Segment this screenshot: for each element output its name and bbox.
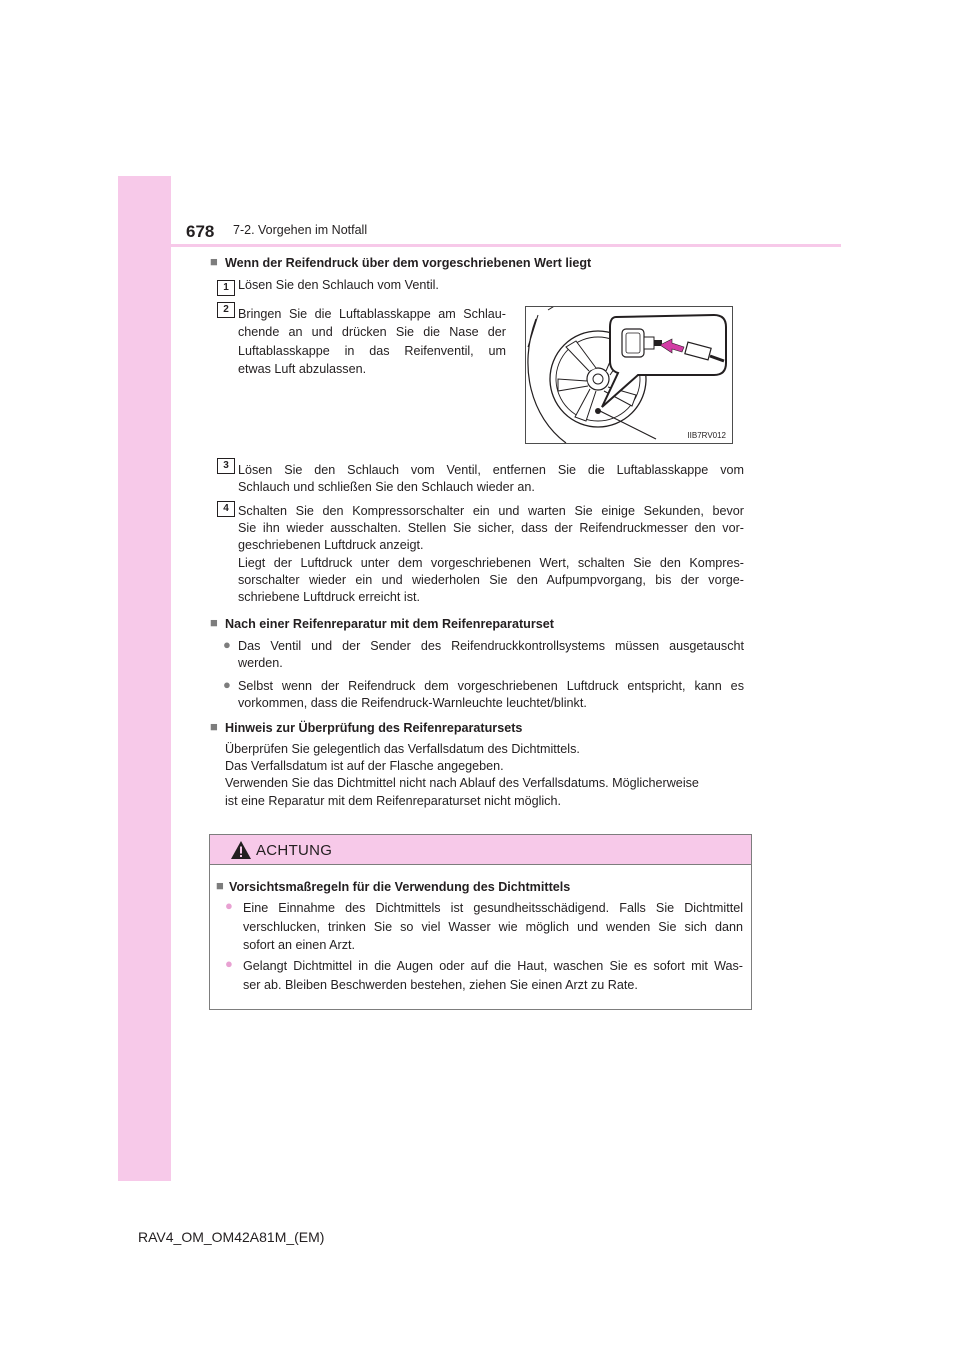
step-number-1: 1	[217, 280, 235, 296]
caution-box	[209, 834, 752, 1010]
square-marker: ■	[216, 878, 224, 893]
step-number-2: 2	[217, 302, 235, 318]
text-line: Liegt der Luftdruck unter dem vorgeschriebenen Wert, schalten Sie den Kompres-	[238, 555, 744, 570]
header-divider	[118, 244, 841, 247]
text-line: Eine Einnahme des Dichtmittels ist gesundheitsschädigend. Falls Sie Dichtmittel	[243, 901, 743, 915]
tire-valve-drawing	[526, 307, 732, 443]
text-line: Das Ventil und der Sender des Reifendruckkontrollsystems müssen ausgetauscht	[238, 639, 744, 653]
block2-bullet-2	[238, 678, 744, 712]
text-line: chende an und drücken Sie die Nase der	[238, 325, 506, 340]
text-line: Lösen Sie den Schlauch vom Ventil, entfernen Sie die Luftablasskappe vom	[238, 463, 744, 477]
text-line: sorschalter wieder ein und wiederholen Sie den Aufpumpvorgang, bis der vorge-	[238, 572, 744, 587]
figure-code: IIB7RV012	[687, 431, 726, 440]
text-line: Schlauch und schließen Sie den Schlauch wieder an.	[238, 480, 535, 495]
document-code-footer: RAV4_OM_OM42A81M_(EM)	[138, 1229, 325, 1245]
block1-heading: Wenn der Reifendruck über dem vorgeschriebenen Wert liegt	[225, 256, 592, 270]
bullet-marker: ●	[225, 898, 233, 913]
caution-bullet-2	[243, 957, 743, 994]
text-line: schriebene Luftdruck erreicht ist.	[238, 590, 420, 605]
step1-text: Lösen Sie den Schlauch vom Ventil.	[238, 278, 439, 292]
bullet-marker: ●	[223, 677, 231, 692]
text-line: Verwenden Sie das Dichtmittel nicht nach Ablauf des Verfallsdatums. Möglicherweise	[225, 776, 699, 791]
caution-title: ACHTUNG	[256, 842, 333, 859]
text-line: sofort an einen Arzt.	[243, 938, 356, 952]
section-title: 7-2. Vorgehen im Notfall	[233, 223, 368, 237]
text-line: Überprüfen Sie gelegentlich das Verfallsdatum des Dichtmittels.	[225, 742, 580, 756]
valve-illustration	[525, 306, 733, 444]
text-line: etwas Luft abzulassen.	[238, 361, 367, 376]
text-line: Selbst wenn der Reifendruck dem vorgeschriebenen Luftdruck entspricht, kann es	[238, 679, 744, 693]
block3-heading: Hinweis zur Überprüfung des Reifenreparatursets	[225, 721, 523, 735]
text-line: werden.	[238, 656, 283, 671]
text-line: geschriebenen Luftdruck anzeigt.	[238, 538, 424, 553]
caution-heading: Vorsichtsmaßregeln für die Verwendung des Dichtmittels	[229, 880, 571, 894]
step4-text	[238, 503, 744, 606]
caution-bullet-1	[243, 899, 743, 955]
text-line: vorkommen, dass die Reifendruck-Warnleuchte leuchtet/blinkt.	[238, 696, 587, 711]
step2-text	[238, 305, 506, 378]
square-marker: ■	[210, 719, 218, 734]
text-line: Bringen Sie die Luftablasskappe am Schlau-	[238, 307, 506, 321]
square-marker: ■	[210, 615, 218, 630]
caution-header	[210, 835, 751, 865]
block2-heading: Nach einer Reifenreparatur mit dem Reifenreparaturset	[225, 617, 554, 631]
block2-bullet-1	[238, 638, 744, 672]
bullet-marker: ●	[225, 956, 233, 971]
text-line: Luftablasskappe in das Reifenventil, um	[238, 343, 506, 358]
step-number-4: 4	[217, 501, 235, 517]
block3-text	[225, 741, 745, 810]
text-line: Sie ihn wieder ausschalten. Stellen Sie sicher, dass der Reifendruckmesser den vor-	[238, 521, 744, 536]
text-line: Gelangt Dichtmittel in die Augen oder auf die Haut, waschen Sie es sofort mit Was-	[243, 959, 743, 973]
text-line: ist eine Reparatur mit dem Reifenreparaturset nicht möglich.	[225, 793, 561, 808]
warning-triangle-icon	[230, 840, 252, 860]
side-tab-band	[118, 176, 171, 1181]
bullet-marker: ●	[223, 637, 231, 652]
page-number: 678	[186, 222, 215, 241]
text-line: ser ab. Bleiben Beschwerden bestehen, ziehen Sie einen Arzt zu Rate.	[243, 977, 638, 992]
step3-text	[238, 462, 744, 496]
text-line: Das Verfallsdatum ist auf der Flasche angegeben.	[225, 759, 504, 774]
text-line: Schalten Sie den Kompressorschalter ein und warten Sie einige Sekunden, bevor	[238, 504, 744, 518]
square-marker: ■	[210, 254, 218, 269]
step-number-3: 3	[217, 458, 235, 474]
text-line: verschlucken, trinken Sie so viel Wasser wie möglich und wenden Sie sich dann	[243, 919, 743, 934]
